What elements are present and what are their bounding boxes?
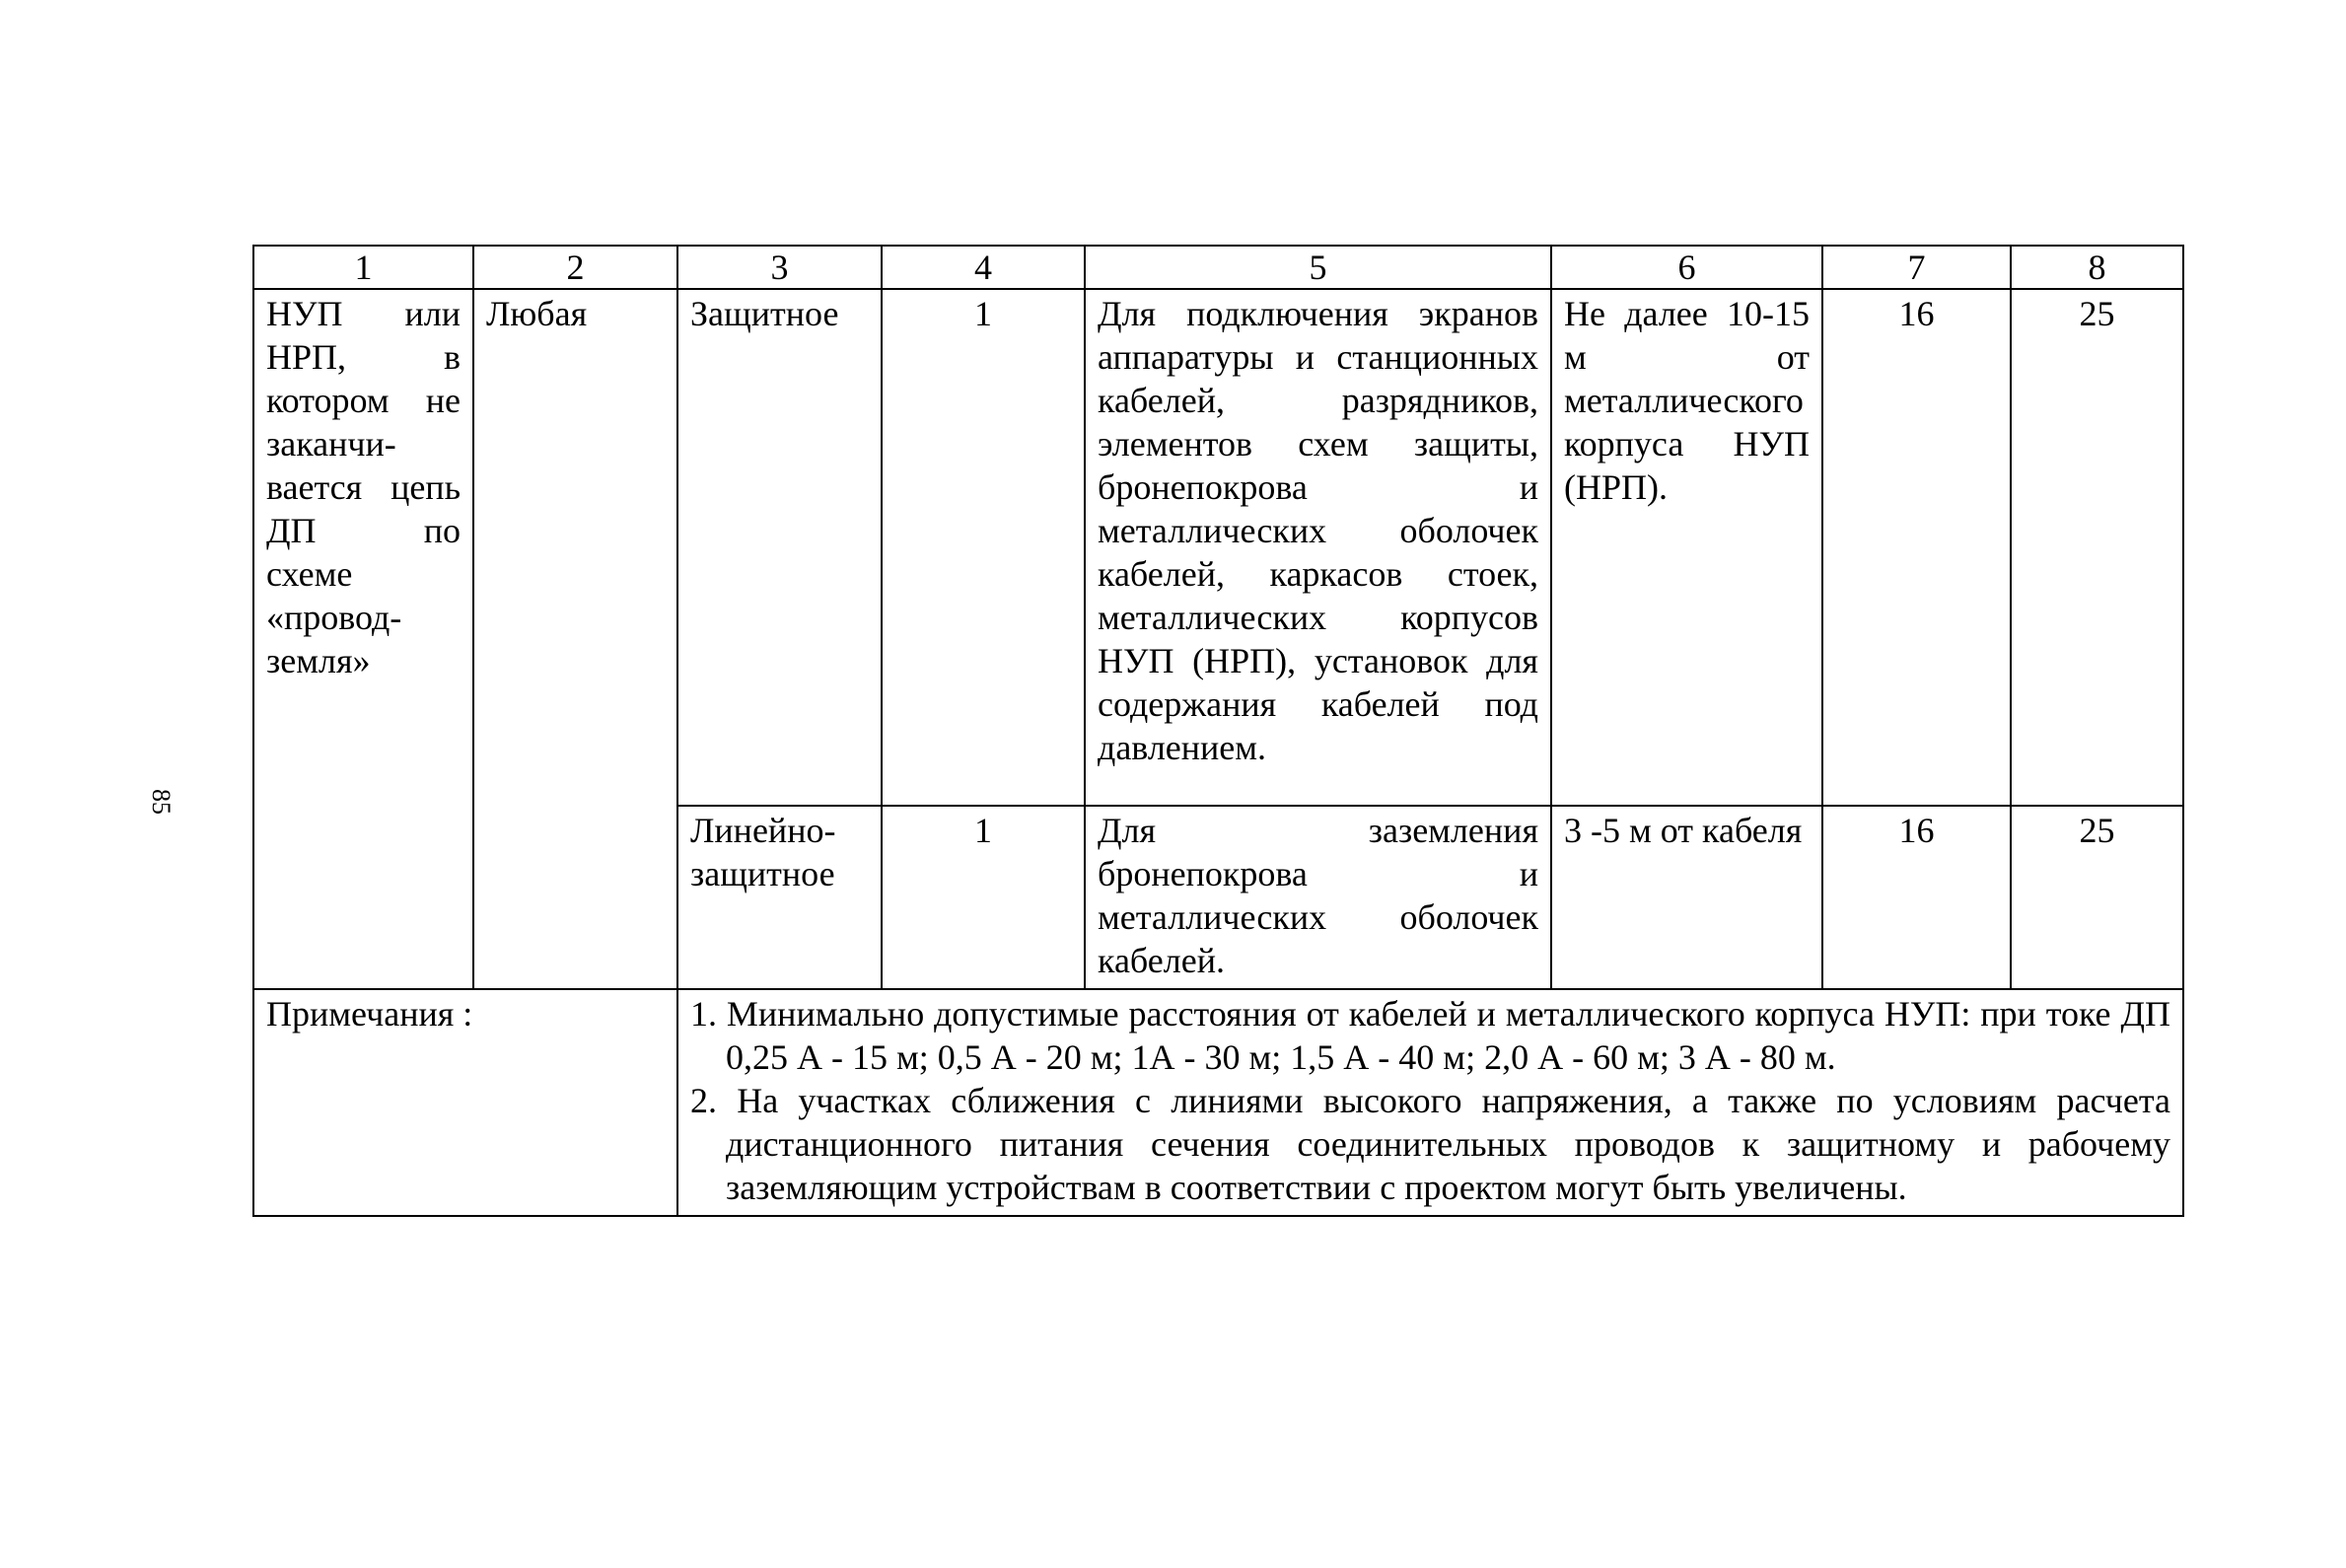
location-line: вается цепь [266, 467, 461, 507]
header-cell-3: 3 [677, 246, 882, 289]
grounding-name-cell: Линейно-защитное [677, 806, 882, 989]
note-item: 1. Минимально допустимые расстояния от кабелей и металлического корпуса НУП: при токе ДП 0,25 А - 15 м; 0,5 А - 20 м; 1А - 30 м; 1,5 А - 40 м; 2,0 А - 60 м; 3 А - 80 м. [690, 994, 2170, 1077]
location-line: «провод- [266, 598, 402, 637]
location-line: земля» [266, 641, 371, 680]
purpose-cell: Для заземления бронепокрова и металлических оболочек кабелей. [1085, 806, 1551, 989]
col7-cell: 16 [1822, 806, 2011, 989]
location-line: схеме [266, 554, 353, 594]
note-item: 2. На участках сближения с линиями высокого напряжения, а также по условиям расчета дистанционного питания сечения соединительных проводов к защитному и рабочему заземляющим устройствам в соответствии с проектом могут быть увеличены. [690, 1081, 2170, 1207]
grounding-name-cell: Защитное [677, 289, 882, 806]
count-cell: 1 [882, 806, 1085, 989]
page-number: 85 [147, 789, 176, 815]
distance-cell: 3 -5 м от кабеля [1551, 806, 1822, 989]
purpose-cell: Для подключения экранов аппаратуры и станционных кабелей, разрядников, элементов схем защиты, бронепокрова и металлических оболочек кабелей, каркасов стоек, металлических корпусов НУП (НРП), установок для содержания кабелей под давлением. [1085, 289, 1551, 806]
header-cell-4: 4 [882, 246, 1085, 289]
location-line: котором не [266, 381, 461, 420]
grounding-table [252, 245, 2184, 1217]
header-row [253, 246, 2183, 289]
location-line: НУП или [266, 294, 461, 333]
location-cell [253, 289, 473, 989]
count-cell: 1 [882, 289, 1085, 806]
table-row [253, 289, 2183, 806]
type-cell: Любая [473, 289, 677, 989]
distance-cell: Не далее 10-15 м от металлического корпуса НУП (НРП). [1551, 289, 1822, 806]
col8-cell: 25 [2011, 289, 2183, 806]
location-line: ДП по [266, 511, 461, 550]
notes-cell [677, 989, 2183, 1216]
location-line: НРП, в [266, 337, 461, 377]
col8-cell: 25 [2011, 806, 2183, 989]
header-cell-5: 5 [1085, 246, 1551, 289]
header-cell-1: 1 [253, 246, 473, 289]
notes-row [253, 989, 2183, 1216]
header-cell-8: 8 [2011, 246, 2183, 289]
col7-cell: 16 [1822, 289, 2011, 806]
header-cell-7: 7 [1822, 246, 2011, 289]
header-cell-6: 6 [1551, 246, 1822, 289]
notes-label: Примечания : [253, 989, 677, 1216]
location-line: заканчи- [266, 424, 396, 463]
header-cell-2: 2 [473, 246, 677, 289]
